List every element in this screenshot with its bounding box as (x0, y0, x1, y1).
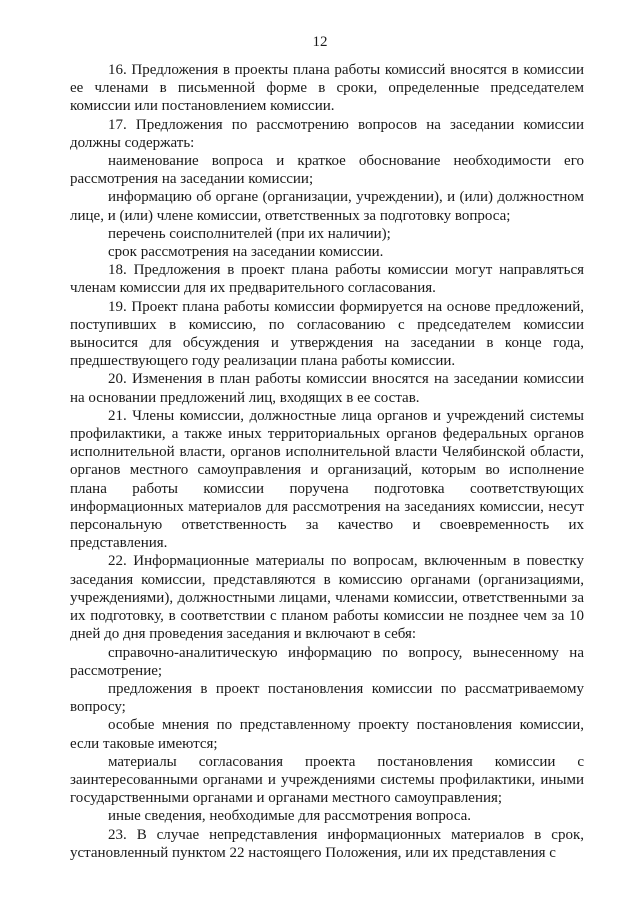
list-item-reference-info: справочно-аналитическую информацию по вопросу, вынесенному на рассмотрение; (70, 644, 584, 679)
list-item-co-executors: перечень соисполнителей (при их наличии); (108, 225, 391, 242)
paragraph-22: 22. Информационные материалы по вопросам, включенным в повестку заседания комиссии, представляются в комиссию органами (организациями, учреждениями), должностными лицами, членами комиссии, ответственными за их подготовку, в соответствии с планом работы комиссии не позднее чем за 10 дней до дня проведения заседания и включают в себя: (70, 553, 584, 643)
paragraph-17: 17. Предложения по рассмотрению вопросов на заседании комиссии должны содержать: (70, 116, 584, 151)
list-item-responsible-info: информацию об органе (организации, учреждении), и (или) должностном лице, и (или) члене комиссии, ответственных за подготовку вопроса; (70, 189, 584, 224)
paragraph-18: 18. Предложения в проект плана работы комиссии могут направляться членам комиссии для их предварительного согласования. (70, 262, 584, 297)
list-item-review-term: срок рассмотрения на заседании комиссии. (108, 244, 384, 261)
list-item-question-name: наименование вопроса и краткое обоснование необходимости его рассмотрения на заседании комиссии; (70, 153, 584, 188)
paragraph-16: 16. Предложения в проекты плана работы комиссий вносятся в комиссии ее членами в письменной форме в сроки, определенные председателем комиссии или постановлением комиссии. (70, 62, 584, 115)
list-item-approval-materials: материалы согласования проекта постановления комиссии с заинтересованными органами и учреждениями системы профилактики, иными государственными органами и органами местного самоуправления; (70, 753, 584, 807)
paragraph-21: 21. Члены комиссии, должностные лица органов и учреждений системы профилактики, а также иных территориальных органов федеральных органов исполнительной власти, органов исполнительной власти Челябинской области, органов местного самоуправления и организаций, которым во исполнение плана работы комиссии поручена подготовка соответствующих информационных материалов для рассмотрения на заседаниях комиссии, несут персональную ответственность за качество и своевременность их представления. (70, 407, 584, 552)
list-item-other-info: иные сведения, необходимые для рассмотрения вопроса. (108, 808, 472, 825)
paragraph-20: 20. Изменения в план работы комиссии вносятся на заседании комиссии на основании предложений лиц, входящих в ее состав. (70, 371, 584, 406)
page-number: 12 (312, 34, 328, 50)
paragraph-23: 23. В случае непредставления информационных материалов в срок, установленный пунктом 22 настоящего Положения, или их представления с (70, 826, 584, 861)
list-item-resolution-proposals: предложения в проект постановления комиссии по рассматриваемому вопросу; (70, 680, 584, 716)
paragraph-19: 19. Проект плана работы комиссии формируется на основе предложений, поступивших в комиссию, по согласованию с председателем комиссии выносится для обсуждения и утверждения на заседании в конце года, предшествующего году реализации плана работы комиссии. (70, 298, 584, 370)
document-body (70, 61, 584, 862)
list-item-special-opinions: особые мнения по представленному проекту постановления комиссии, если таковые имеются; (70, 717, 584, 752)
